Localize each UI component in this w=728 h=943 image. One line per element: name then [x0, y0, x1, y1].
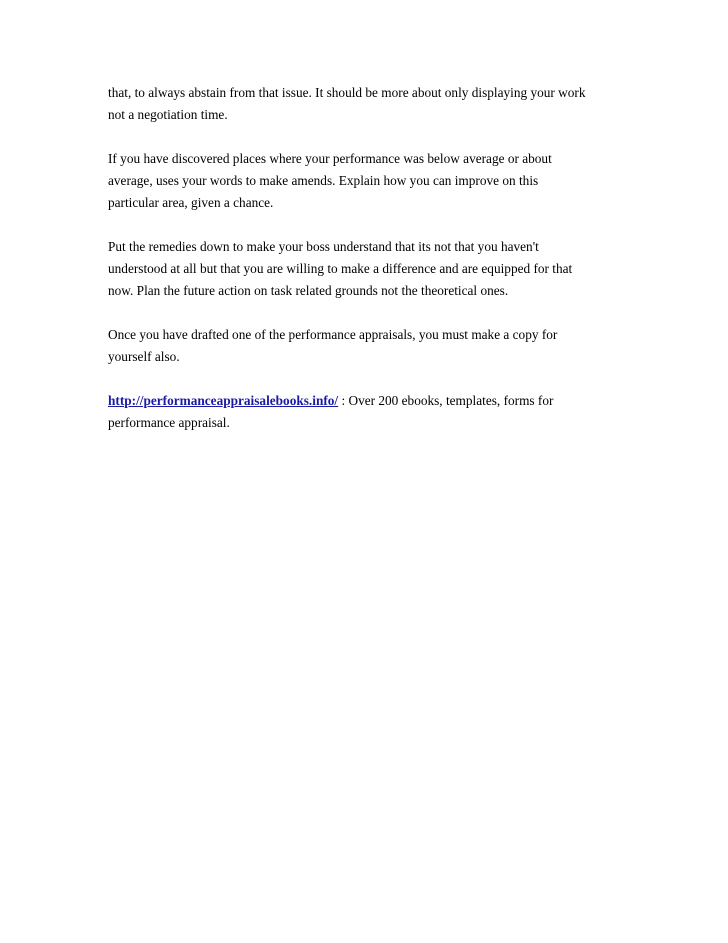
document-body	[108, 82, 628, 456]
paragraph-1	[108, 82, 628, 126]
paragraph-3-line-3: now. Plan the future action on task related grounds not the theoretical ones.	[108, 283, 509, 298]
paragraph-3	[108, 236, 628, 302]
paragraph-4	[108, 324, 628, 368]
paragraph-2-line-2: average, uses your words to make amends. Explain how you can improve on this	[108, 173, 539, 188]
footer-text-line-2: performance appraisal.	[108, 415, 230, 430]
footer-paragraph	[108, 390, 628, 434]
paragraph-3-line-1: Put the remedies down to make your boss understand that its not that you haven't	[108, 239, 539, 254]
ebooks-link[interactable]: http://performanceappraisalebooks.info/	[108, 393, 339, 408]
paragraph-4-line-2: yourself also.	[108, 349, 180, 364]
paragraph-4-line-1: Once you have drafted one of the performance appraisals, you must make a copy for	[108, 327, 558, 342]
paragraph-2	[108, 148, 628, 214]
paragraph-2-line-1: If you have discovered places where your performance was below average or about	[108, 151, 552, 166]
paragraph-1-line-1: that, to always abstain from that issue. It should be more about only displaying your work	[108, 85, 586, 100]
paragraph-2-line-3: particular area, given a chance.	[108, 195, 274, 210]
footer-text: : Over 200 ebooks, templates, forms for	[338, 393, 554, 408]
paragraph-3-line-2: understood at all but that you are willing to make a difference and are equipped for that	[108, 261, 573, 276]
paragraph-1-line-2: not a negotiation time.	[108, 107, 228, 122]
